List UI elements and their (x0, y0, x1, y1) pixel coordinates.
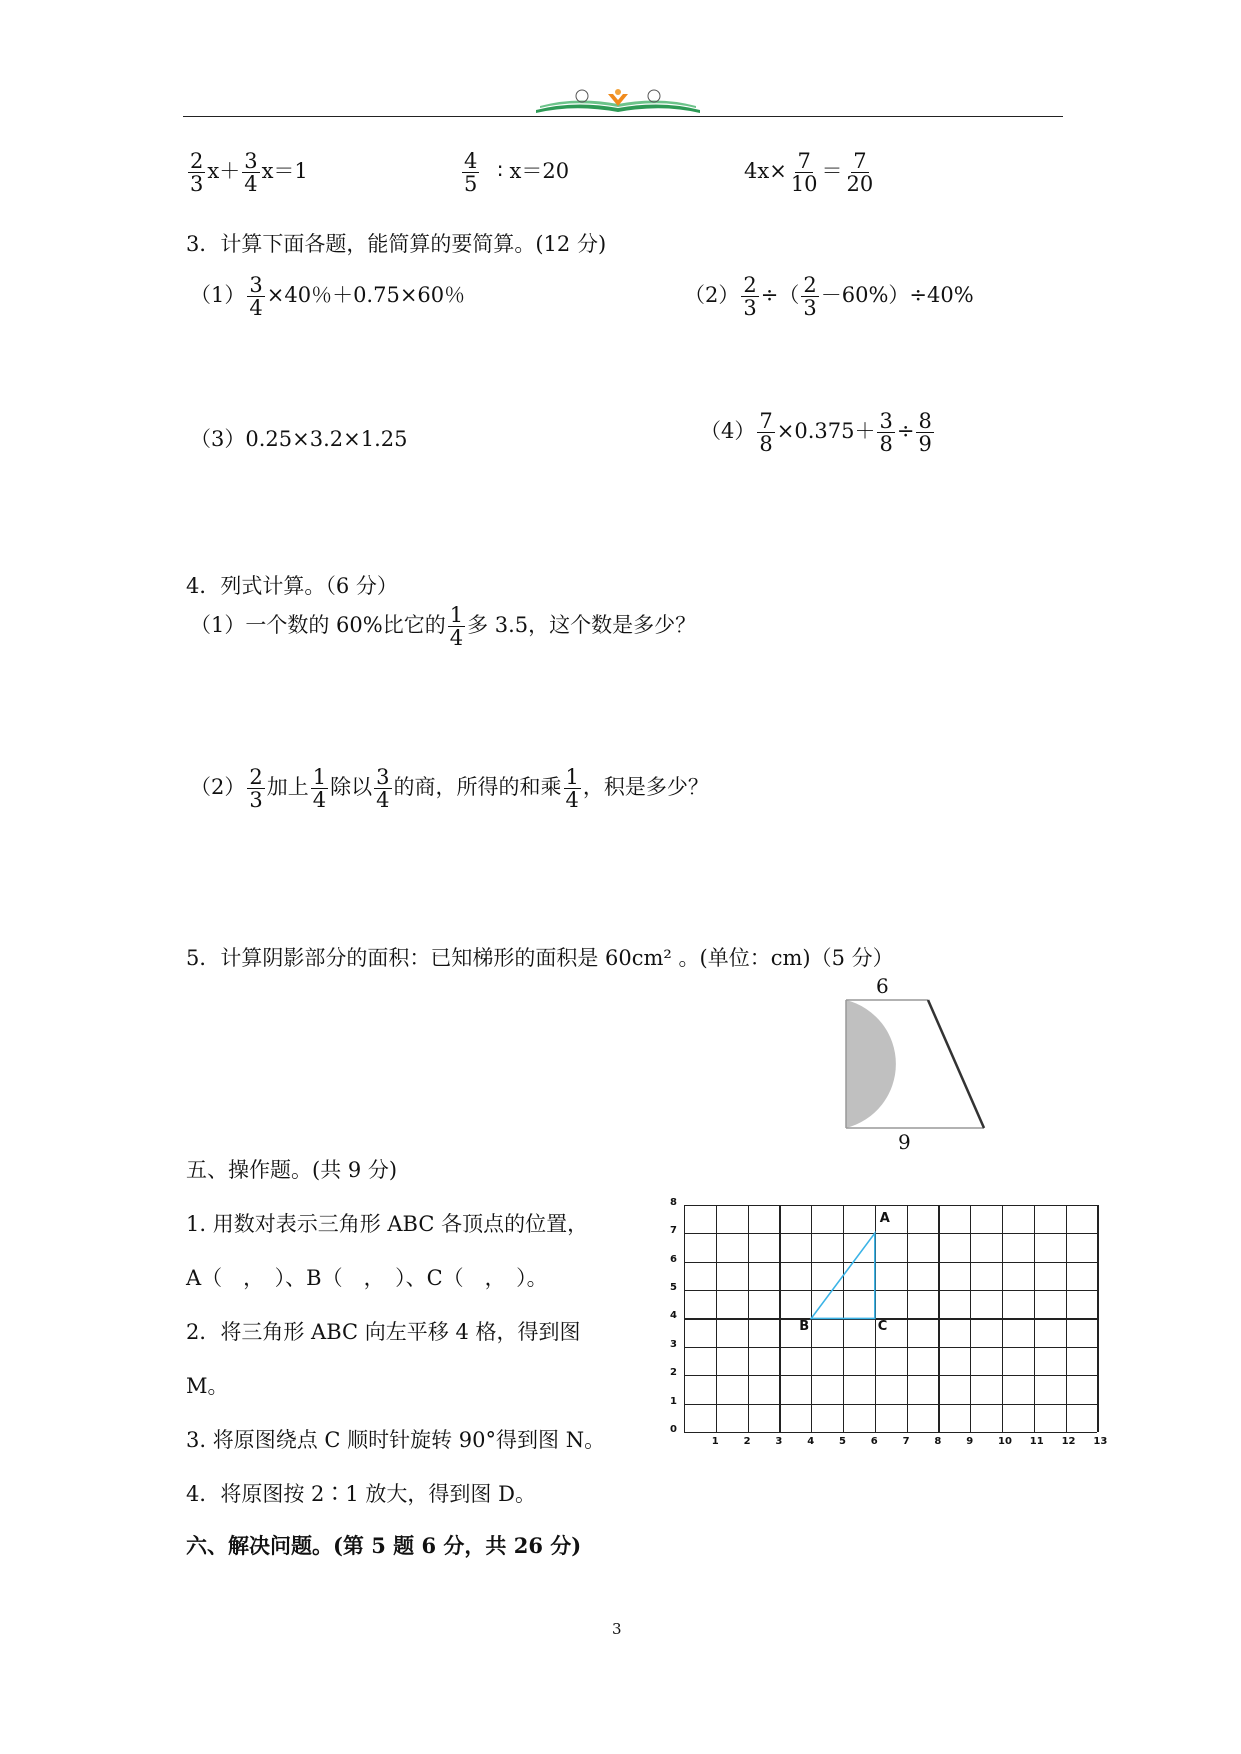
equation-1: $\frac{2}{3}$ x＋ $\frac{3}{4}$ x＝1 (190, 149, 308, 197)
equation-3: 4x× $\frac{7}{10}$ ＝ $\frac{7}{20}$ (744, 149, 874, 197)
fraction: $\frac{1}{4}$ (565, 765, 579, 813)
x-axis-tick-label: 7 (902, 1436, 910, 1447)
fraction: $\frac{1}{4}$ (449, 603, 464, 651)
sec5-q3-line: 3. 将原图绕点 C 顺时针旋转 90°得到图 N。 (186, 1428, 606, 1452)
fraction: $\frac{3}{8}$ (879, 409, 893, 457)
sec5-q4-line: 4．将原图按 2∶1 放大，得到图 D。 (186, 1482, 536, 1506)
q3-part-3: （3）0.25×3.2×1.25 (190, 427, 408, 451)
fraction: $\frac{7}{10}$ (790, 149, 818, 197)
section-6-title: 六、解决问题。(第 5 题 6 分，共 26 分) (186, 1533, 582, 1558)
x-axis-tick-label: 3 (775, 1436, 783, 1447)
trapezoid-bottom-label: 9 (898, 1130, 911, 1154)
fraction: $\frac{3}{4}$ (376, 765, 390, 813)
x-axis-tick-label: 1 (711, 1436, 719, 1447)
shaded-semicircle (846, 1000, 896, 1128)
q3-title: 3．计算下面各题，能简算的要简算。(12 分) (186, 232, 607, 256)
q4-title: 4．列式计算。（6 分） (186, 574, 398, 598)
y-axis-tick-label: 6 (670, 1253, 677, 1265)
sec5-q2-line1: 2．将三角形 ABC 向左平移 4 格，得到图 (186, 1320, 581, 1344)
triangle-outline (811, 1233, 875, 1318)
fraction: $\frac{7}{20}$ (846, 149, 874, 197)
x-axis-tick-label: 5 (839, 1436, 846, 1447)
fraction: $\frac{2}{3}$ (803, 273, 817, 321)
y-axis-tick-label: 8 (670, 1196, 677, 1208)
sec5-q2-line2: M。 (186, 1374, 229, 1398)
coordinate-grid (668, 1196, 1108, 1452)
fraction: $\frac{7}{8}$ (759, 409, 773, 457)
trapezoid-top-label: 6 (876, 974, 889, 998)
y-axis-tick-label: 7 (670, 1225, 677, 1237)
trapezoid-figure (840, 998, 990, 1132)
fraction: $\frac{4}{5}$ (464, 149, 478, 197)
x-axis-tick-label: 11 (1029, 1436, 1044, 1447)
vertex-label: A (879, 1211, 890, 1227)
y-axis-tick-label: 3 (670, 1338, 677, 1350)
q3-part-4: （4） $\frac{7}{8}$ ×0.375＋ $\frac{3}{8}$ ÷ $\frac{8}{9}$ (700, 409, 932, 457)
equation-2: $\frac{4}{5}$ ∶ x＝20 (464, 149, 570, 197)
sec5-q1-line2: A（ ， ）、B（ ， ）、C（ ， ）。 (186, 1266, 548, 1290)
x-axis-tick-label: 10 (998, 1436, 1012, 1447)
x-axis-tick-label: 9 (966, 1436, 974, 1447)
x-axis-tick-label: 12 (1061, 1436, 1076, 1447)
fraction: $\frac{3}{4}$ (249, 273, 263, 321)
header-rule (183, 116, 1063, 117)
q5-title: 5．计算阴影部分的面积：已知梯形的面积是 60cm² 。(单位：cm)（5 分） (186, 946, 894, 970)
y-axis-tick-label: 0 (670, 1424, 677, 1435)
trapezoid-slant-edge (928, 1000, 984, 1128)
y-axis-tick-label: 2 (670, 1367, 677, 1379)
q4-part-1: （1）一个数的 60%比它的 $\frac{1}{4}$ 多 3.5，这个数是多少？ (190, 603, 697, 651)
triangle-abc (668, 1196, 1108, 1452)
q4-part-2: （2） $\frac{2}{3}$ 加上 $\frac{1}{4}$ 除以 $\frac{3}{4}$ 的商，所得的和乘 $\frac{1}{4}$ ，积是多少？ (190, 765, 709, 813)
q3-part-2: （2） $\frac{2}{3}$ ÷（ $\frac{2}{3}$ －60%）÷40% (684, 273, 974, 321)
section-5-title: 五、操作题。(共 9 分) (186, 1158, 398, 1182)
fraction: $\frac{2}{3}$ (743, 273, 757, 321)
vertex-label: C (877, 1319, 888, 1335)
header-logo (530, 88, 706, 114)
x-axis-tick-label: 13 (1093, 1436, 1108, 1447)
fraction: $\frac{2}{3}$ (190, 149, 204, 197)
fraction: $\frac{2}{3}$ (249, 765, 263, 813)
y-axis-tick-label: 5 (670, 1282, 677, 1293)
x-axis-tick-label: 6 (870, 1436, 878, 1447)
y-axis-tick-label: 1 (670, 1395, 677, 1407)
page-number: 3 (612, 1620, 622, 1638)
fraction: $\frac{1}{4}$ (312, 765, 327, 813)
fraction: $\frac{3}{4}$ (244, 149, 258, 197)
sec5-q1-line1: 1. 用数对表示三角形 ABC 各顶点的位置， (186, 1212, 589, 1236)
x-axis-tick-label: 8 (934, 1436, 942, 1447)
x-axis-tick-label: 4 (807, 1436, 815, 1447)
y-axis-tick-label: 4 (670, 1310, 677, 1322)
x-axis-tick-label: 2 (743, 1436, 751, 1447)
fraction: $\frac{8}{9}$ (918, 409, 932, 457)
vertex-label: B (799, 1319, 810, 1335)
q3-part-1: （1） $\frac{3}{4}$ ×40％＋0.75×60％ (190, 273, 466, 321)
